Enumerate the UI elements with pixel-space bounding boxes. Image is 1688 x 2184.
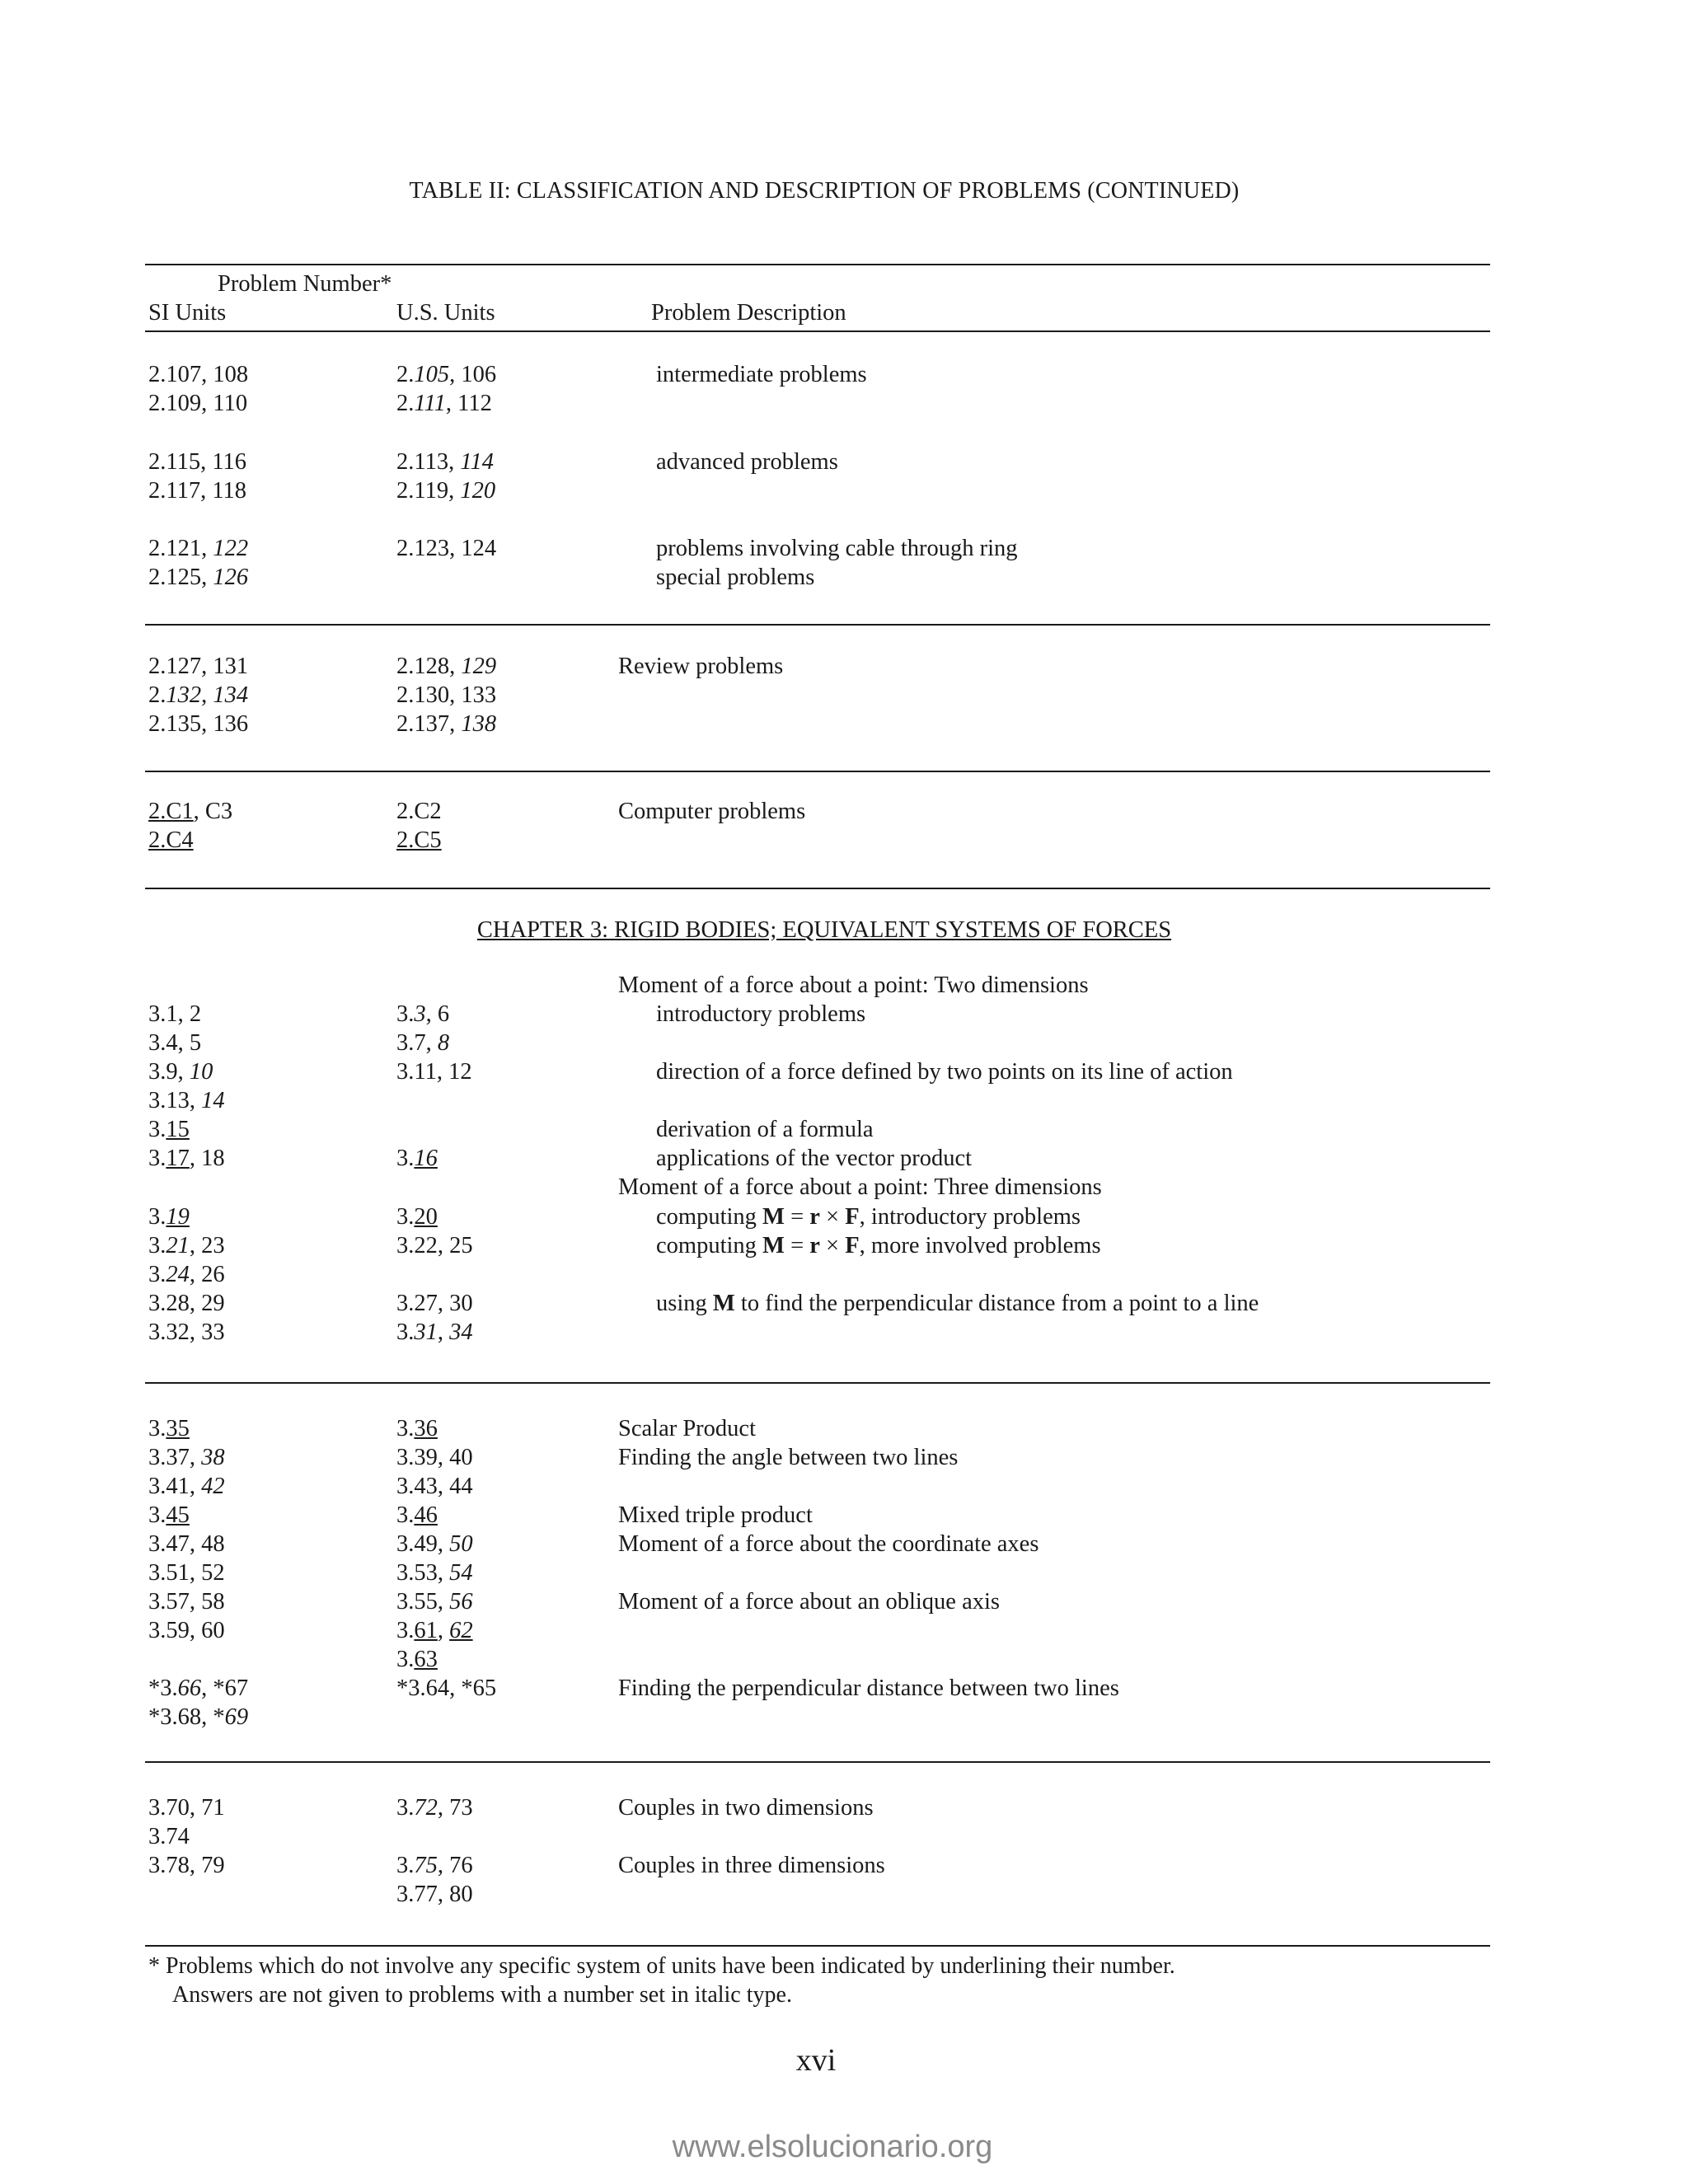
si-problem-number: 3.15 xyxy=(148,1117,190,1142)
page-number: xvi xyxy=(795,2043,837,2078)
us-problem-number: 3.77, 80 xyxy=(396,1882,473,1907)
si-problem-number: 2.135, 136 xyxy=(148,711,249,737)
us-problem-number: 3.43, 44 xyxy=(396,1474,473,1499)
us-problem-number: 3.39, 40 xyxy=(396,1445,473,1470)
si-problem-number: 2.117, 118 xyxy=(148,478,247,504)
si-problem-number: 2.115, 116 xyxy=(148,449,247,475)
section-rule xyxy=(145,771,1490,772)
problem-description: using M to find the perpendicular distance from a point to a line xyxy=(656,1291,1259,1316)
problem-description: Moment of a force about the coordinate axes xyxy=(618,1531,1039,1557)
si-problem-number: 3.74 xyxy=(148,1824,190,1849)
us-problem-number: 2.111, 112 xyxy=(396,391,492,416)
si-problem-number: 3.24, 26 xyxy=(148,1262,225,1287)
si-problem-number: 3.70, 71 xyxy=(148,1795,225,1821)
us-problem-number: *3.64, *65 xyxy=(396,1675,497,1701)
si-problem-number: 3.13, 14 xyxy=(148,1088,225,1113)
problem-description: Moment of a force about a point: Two dimensions xyxy=(618,972,1089,998)
chapter-heading: CHAPTER 3: RIGID BODIES; EQUIVALENT SYSTEMS OF FORCES xyxy=(476,917,1172,943)
si-problem-number: 3.57, 58 xyxy=(148,1589,225,1615)
table-top-rule xyxy=(145,264,1490,265)
si-problem-number: 3.41, 42 xyxy=(148,1474,225,1499)
problem-description: special problems xyxy=(656,565,815,590)
problem-description: introductory problems xyxy=(656,1001,866,1027)
problem-description: Mixed triple product xyxy=(618,1502,813,1528)
si-problem-number: 3.17, 18 xyxy=(148,1146,225,1171)
us-problem-number: 2.137, 138 xyxy=(396,711,497,737)
us-problem-number: 2.123, 124 xyxy=(396,536,497,561)
si-problem-number: 3.4, 5 xyxy=(148,1030,202,1056)
section-rule xyxy=(145,624,1490,626)
problem-description: Couples in three dimensions xyxy=(618,1853,885,1878)
section-rule xyxy=(145,1382,1490,1384)
us-problem-number: 2.C2 xyxy=(396,799,442,824)
us-problem-number: 2.C5 xyxy=(396,827,442,853)
si-problem-number: 3.37, 38 xyxy=(148,1445,225,1470)
problem-description: Moment of a force about an oblique axis xyxy=(618,1589,1000,1615)
problem-description: direction of a force defined by two points on its line of action xyxy=(656,1059,1233,1085)
us-problem-number: 3.31, 34 xyxy=(396,1319,473,1345)
si-problem-number: 2.121, 122 xyxy=(148,536,249,561)
si-problem-number: 3.19 xyxy=(148,1204,190,1230)
si-problem-number: 3.47, 48 xyxy=(148,1531,225,1557)
us-problem-number: 3.20 xyxy=(396,1204,438,1230)
watermark: www.elsolucionario.org xyxy=(672,2130,993,2164)
si-problem-number: 3.32, 33 xyxy=(148,1319,225,1345)
us-problem-number: 3.22, 25 xyxy=(396,1233,473,1258)
problem-description: computing M = r × F, more involved problems xyxy=(656,1233,1101,1258)
footnote-line-1: * Problems which do not involve any specific system of units have been indicated by underlining their number. xyxy=(148,1953,1175,1979)
problem-description: applications of the vector product xyxy=(656,1146,973,1171)
problem-description: intermediate problems xyxy=(656,362,867,387)
us-problem-number: 3.72, 73 xyxy=(396,1795,473,1821)
us-problem-number: 3.27, 30 xyxy=(396,1291,473,1316)
table-bottom-rule xyxy=(145,1945,1490,1947)
us-problem-number: 3.49, 50 xyxy=(396,1531,473,1557)
us-problem-number: 2.105, 106 xyxy=(396,362,497,387)
si-problem-number: 2.C1, C3 xyxy=(148,799,233,824)
si-problem-number: 2.125, 126 xyxy=(148,565,249,590)
us-problem-number: 2.113, 114 xyxy=(396,449,494,475)
header-rule xyxy=(145,330,1490,332)
si-problem-number: 3.9, 10 xyxy=(148,1059,213,1085)
problem-number-header: Problem Number* xyxy=(218,271,392,297)
si-problem-number: 3.1, 2 xyxy=(148,1001,202,1027)
us-problem-number: 3.46 xyxy=(396,1502,438,1528)
us-units-header: U.S. Units xyxy=(396,300,495,326)
si-problem-number: 2.107, 108 xyxy=(148,362,249,387)
footnote-line-2: Answers are not given to problems with a number set in italic type. xyxy=(172,1982,792,2008)
problem-description: Computer problems xyxy=(618,799,806,824)
us-problem-number: 3.61, 62 xyxy=(396,1618,473,1643)
us-problem-number: 3.7, 8 xyxy=(396,1030,450,1056)
table-title: TABLE II: CLASSIFICATION AND DESCRIPTION OF PROBLEMS (CONTINUED) xyxy=(409,178,1240,204)
us-problem-number: 3.36 xyxy=(396,1416,438,1441)
us-problem-number: 3.63 xyxy=(396,1647,438,1672)
si-problem-number: *3.68, *69 xyxy=(148,1704,249,1730)
problem-description: advanced problems xyxy=(656,449,838,475)
si-problem-number: 2.C4 xyxy=(148,827,194,853)
si-problem-number: 3.51, 52 xyxy=(148,1560,225,1586)
si-problem-number: 2.127, 131 xyxy=(148,654,249,679)
us-problem-number: 2.130, 133 xyxy=(396,682,497,708)
us-problem-number: 3.53, 54 xyxy=(396,1560,473,1586)
us-problem-number: 3.3, 6 xyxy=(396,1001,450,1027)
us-problem-number: 3.16 xyxy=(396,1146,438,1171)
problem-description: Finding the angle between two lines xyxy=(618,1445,959,1470)
problem-description: Moment of a force about a point: Three dimensions xyxy=(618,1174,1102,1200)
si-problem-number: 3.45 xyxy=(148,1502,190,1528)
section-rule xyxy=(145,1761,1490,1763)
section-rule xyxy=(145,888,1490,889)
us-problem-number: 3.55, 56 xyxy=(396,1589,473,1615)
us-problem-number: 2.119, 120 xyxy=(396,478,496,504)
problem-description: Couples in two dimensions xyxy=(618,1795,874,1821)
si-problem-number: 3.59, 60 xyxy=(148,1618,225,1643)
si-problem-number: 2.132, 134 xyxy=(148,682,249,708)
problem-description: Scalar Product xyxy=(618,1416,756,1441)
si-problem-number: 3.21, 23 xyxy=(148,1233,225,1258)
problem-description: computing M = r × F, introductory problems xyxy=(656,1204,1081,1230)
si-problem-number: 3.35 xyxy=(148,1416,190,1441)
si-problem-number: 3.28, 29 xyxy=(148,1291,225,1316)
si-units-header: SI Units xyxy=(148,300,227,326)
problem-description: Review problems xyxy=(618,654,784,679)
us-problem-number: 2.128, 129 xyxy=(396,654,497,679)
problem-description-header: Problem Description xyxy=(651,300,846,326)
si-problem-number: *3.66, *67 xyxy=(148,1675,249,1701)
si-problem-number: 3.78, 79 xyxy=(148,1853,225,1878)
us-problem-number: 3.11, 12 xyxy=(396,1059,472,1085)
us-problem-number: 3.75, 76 xyxy=(396,1853,473,1878)
si-problem-number: 2.109, 110 xyxy=(148,391,248,416)
problem-description: Finding the perpendicular distance between two lines xyxy=(618,1675,1119,1701)
problem-description: problems involving cable through ring xyxy=(656,536,1018,561)
problem-description: derivation of a formula xyxy=(656,1117,874,1142)
